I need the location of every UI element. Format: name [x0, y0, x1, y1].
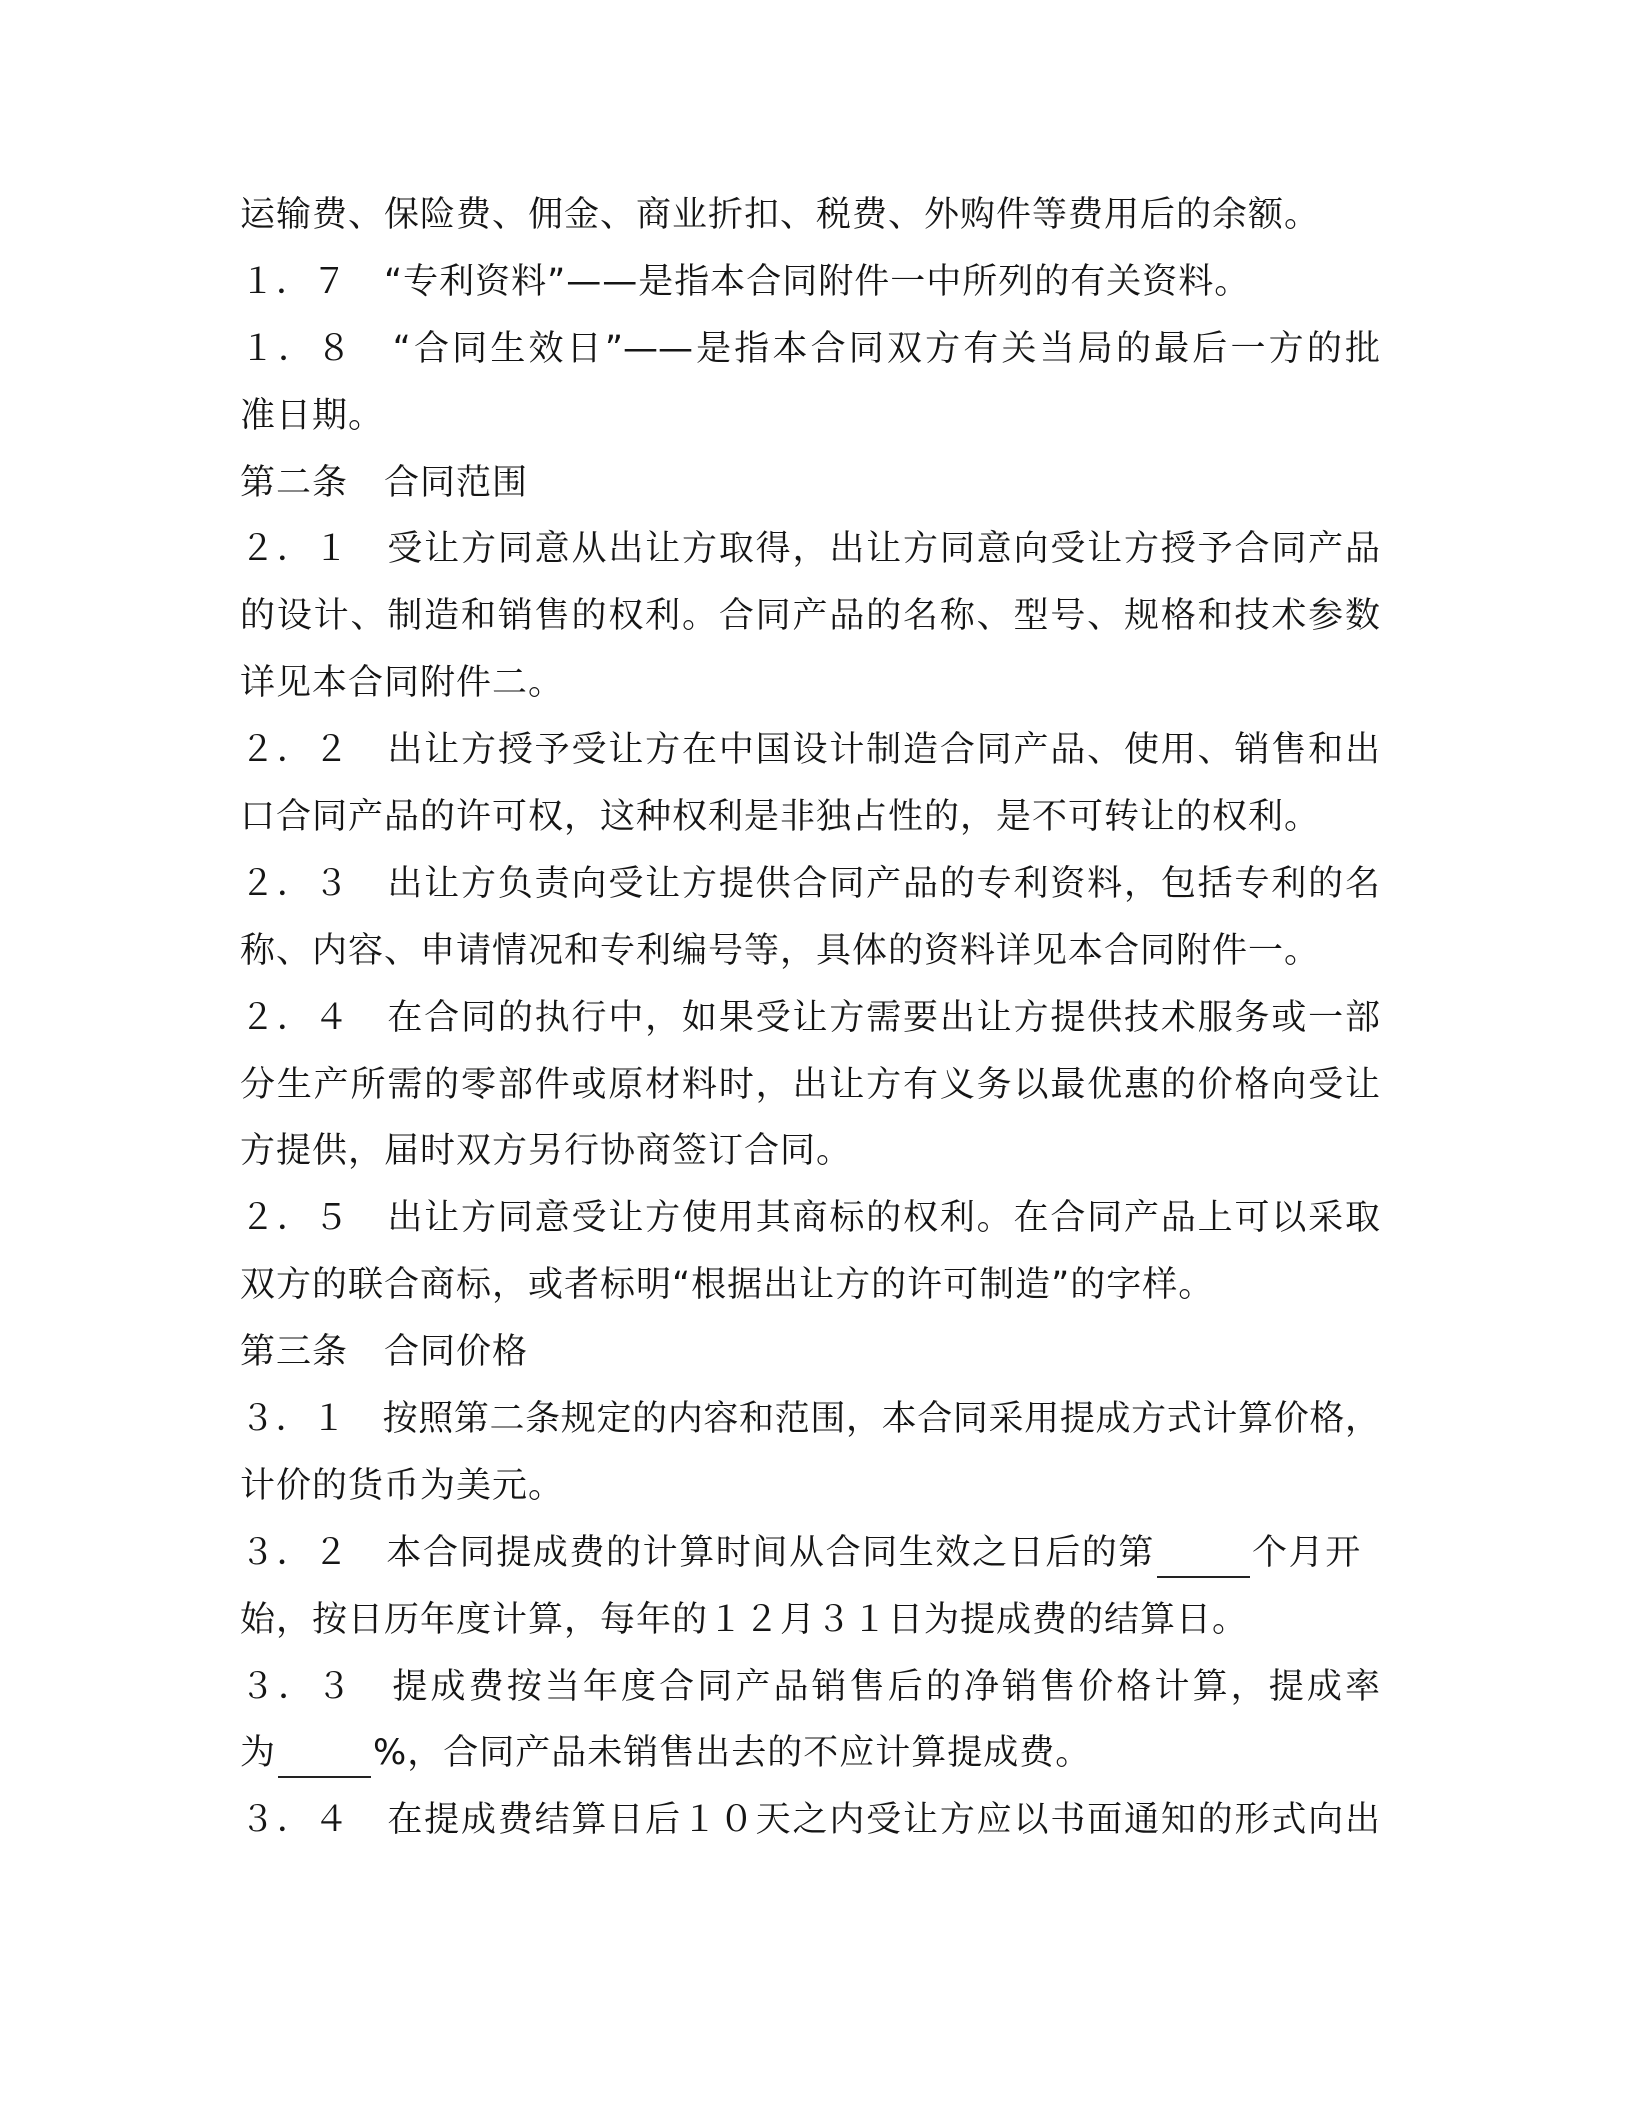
clause-2-3: [240, 851, 1380, 985]
text-line: 始，按日历年度计算，每年的１２月３１日为提成费的结算日。: [240, 1599, 1249, 1640]
text-line: 口合同产品的许可权，这种权利是非独占性的，是不可转让的权利。: [240, 797, 1321, 838]
text-line: [240, 1720, 1380, 1787]
text-line: ２．４ 在合同的执行中，如果受让方需要出让方提供技术服务或一部: [240, 997, 1380, 1038]
text-line: ２．１ 受让方同意从出让方取得，出让方同意向受让方授予合同产品: [240, 529, 1380, 570]
clause-2-4: [240, 985, 1380, 1186]
text-segment: %，合同产品未销售出去的不应计算提成费。: [373, 1733, 1092, 1774]
text-line: 方提供，届时双方另行协商签订合同。: [240, 1131, 853, 1172]
text-line: [240, 1520, 1380, 1587]
article-2: [240, 450, 1380, 1320]
clause-2-5: [240, 1185, 1380, 1319]
text-segment: ３．２ 本合同提成费的计算时间从合同生效之日后的第: [240, 1532, 1156, 1573]
text-line: ３．１ 按照第二条规定的内容和范围，本合同采用提成方式计算价格，: [240, 1399, 1380, 1440]
clause-3-4: [240, 1787, 1380, 1854]
fill-in-blank: [278, 1776, 371, 1778]
text-line: 运输费、保险费、佣金、商业折扣、税费、外购件等费用后的余额。: [240, 195, 1321, 235]
text-line: １．７ “专利资料”——是指本合同附件一中所列的有关资料。: [240, 261, 1251, 302]
article-heading: 第三条 合同价格: [240, 1332, 529, 1373]
text-segment: 为: [240, 1733, 277, 1774]
article-3: [240, 1319, 1380, 1854]
text-line: 分生产所需的零部件或原材料时，出让方有义务以最优惠的价格向受让: [240, 1064, 1380, 1105]
text-line: 称、内容、申请情况和专利编号等，具体的资料详见本合同附件一。: [240, 930, 1321, 971]
fill-in-blank: [1157, 1576, 1250, 1578]
definition-1-8: [240, 316, 1380, 450]
text-line: ３．４ 在提成费结算日后１０天之内受让方应以书面通知的形式向出: [240, 1800, 1380, 1841]
definition-continued: [240, 182, 1380, 249]
text-line: 双方的联合商标，或者标明“根据出让方的许可制造”的字样。: [240, 1265, 1215, 1306]
clause-2-2: [240, 717, 1380, 851]
text-segment: 个月开: [1252, 1532, 1362, 1573]
clause-3-1: [240, 1386, 1380, 1520]
text-line: 准日期。: [240, 395, 385, 436]
text-line: ２．５ 出让方同意受让方使用其商标的权利。在合同产品上可以采取: [240, 1198, 1380, 1239]
text-line: ２．３ 出让方负责向受让方提供合同产品的专利资料，包括专利的名: [240, 863, 1380, 904]
definition-1-7: [240, 249, 1380, 316]
clause-3-2: [240, 1520, 1380, 1654]
clause-2-1: [240, 516, 1380, 717]
text-line: 的设计、制造和销售的权利。合同产品的名称、型号、规格和技术参数: [240, 596, 1380, 637]
text-line: ２．２ 出让方授予受让方在中国设计制造合同产品、使用、销售和出: [240, 730, 1380, 771]
document-body: [240, 182, 1380, 1854]
text-line: 计价的货币为美元。: [240, 1465, 565, 1506]
article-heading: 第二条 合同范围: [240, 462, 529, 503]
text-line: １．８ “合同生效日”——是指本合同双方有关当局的最后一方的批: [240, 328, 1380, 369]
text-line: ３．３ 提成费按当年度合同产品销售后的净销售价格计算，提成率: [240, 1666, 1380, 1707]
clause-3-3: [240, 1654, 1380, 1788]
text-line: 详见本合同附件二。: [240, 663, 565, 704]
